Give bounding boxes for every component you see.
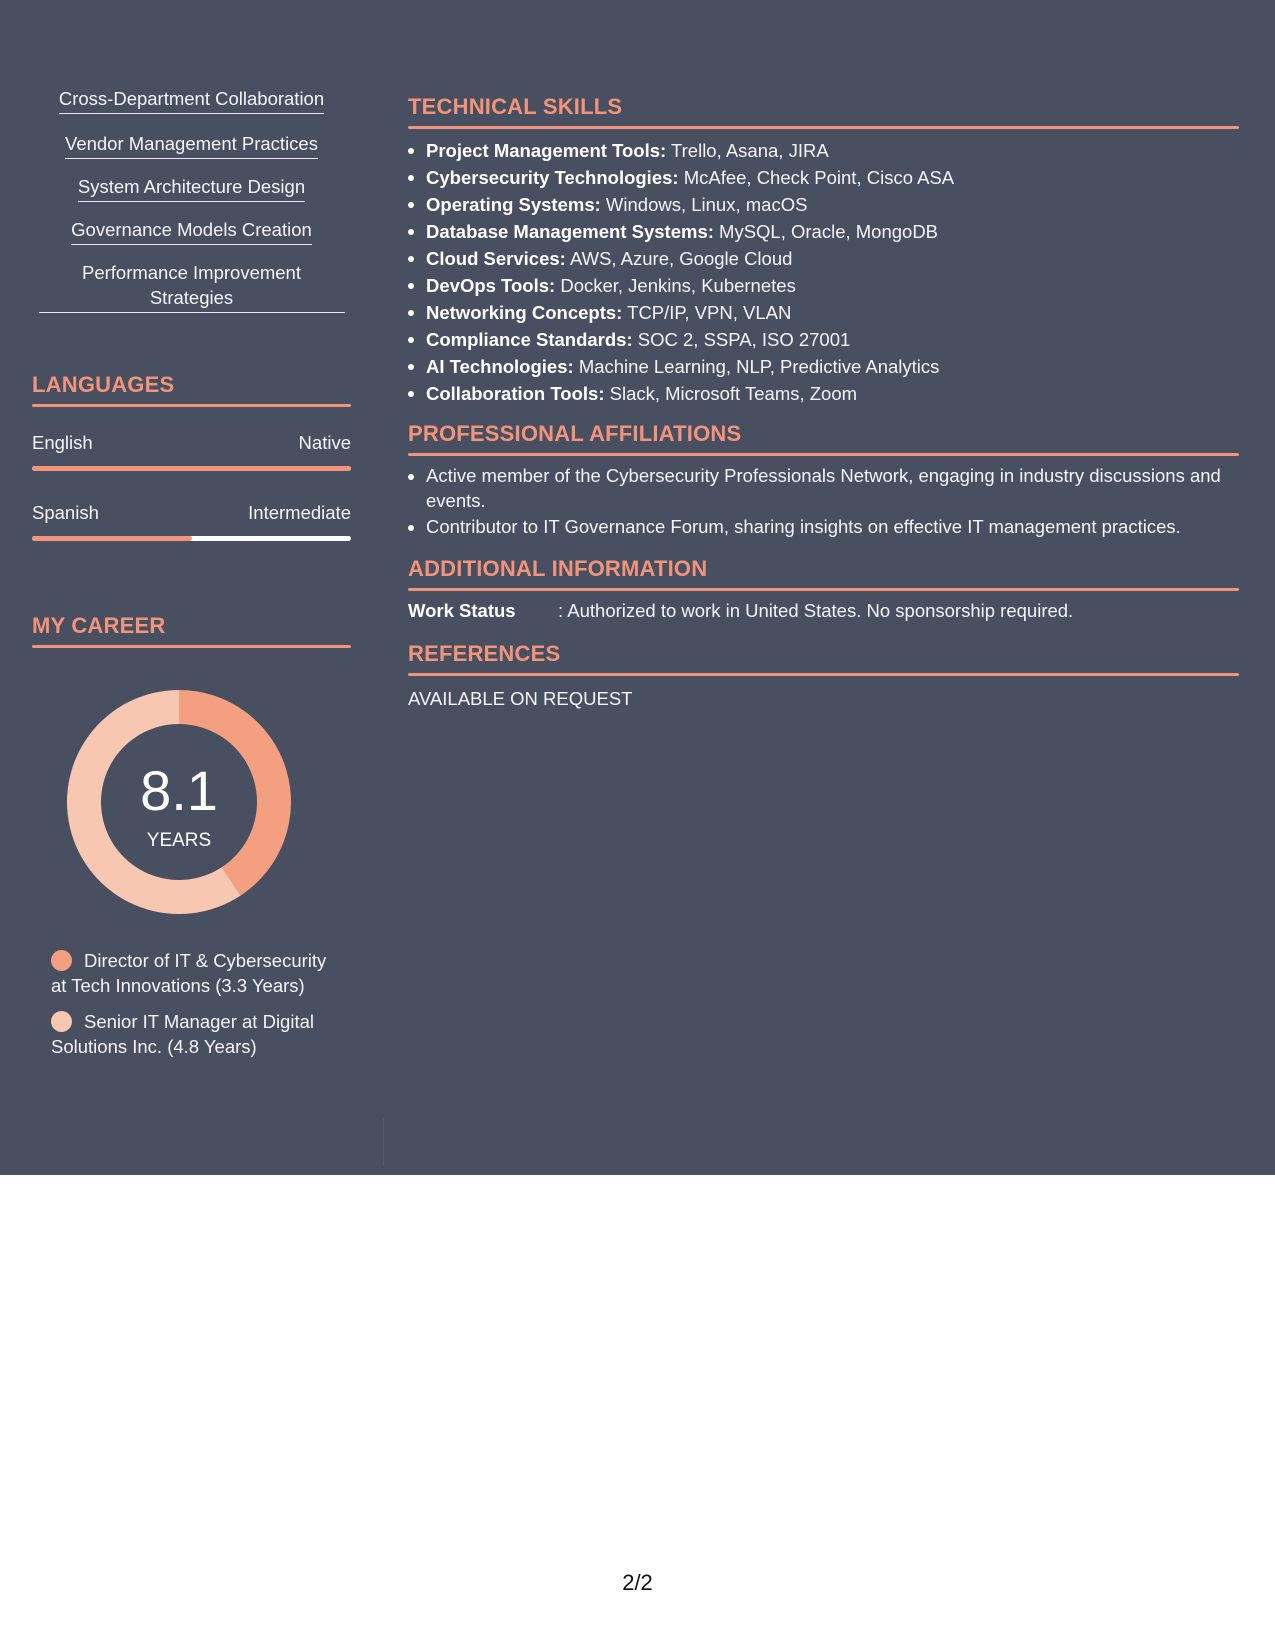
technical-skills-title: TECHNICAL SKILLS bbox=[408, 94, 623, 119]
technical-skills-list bbox=[408, 137, 1239, 407]
career-section bbox=[32, 613, 351, 1057]
affiliations-title: PROFESSIONAL AFFILIATIONS bbox=[408, 421, 742, 446]
career-legend bbox=[51, 949, 341, 1071]
language-proficiency-fill bbox=[32, 466, 351, 471]
language-name: Spanish bbox=[32, 502, 99, 523]
work-status-row bbox=[408, 599, 1239, 623]
languages-title: LANGUAGES bbox=[32, 372, 175, 397]
skill-values: Docker, Jenkins, Kubernetes bbox=[560, 275, 796, 296]
skill-category: Database Management Systems: bbox=[426, 221, 714, 242]
language-proficiency-bar bbox=[32, 536, 351, 541]
list-item: Active member of the Cybersecurity Professionals Network, engaging in industry discussions and events. bbox=[408, 464, 1239, 513]
skill-category: Compliance Standards: bbox=[426, 329, 633, 350]
technical-skills-section bbox=[408, 94, 1239, 407]
skill-values: SOC 2, SSPA, ISO 27001 bbox=[637, 329, 851, 350]
skill-category: Cloud Services: bbox=[426, 248, 566, 269]
language-proficiency-fill bbox=[32, 536, 192, 541]
section-divider bbox=[408, 588, 1239, 591]
skill-tag: Cross-Department Collaboration bbox=[59, 86, 324, 114]
skill-values: Machine Learning, NLP, Predictive Analytics bbox=[578, 356, 940, 377]
skill-category: DevOps Tools: bbox=[426, 275, 556, 296]
work-status-value: : Authorized to work in United States. No sponsorship required. bbox=[558, 600, 1074, 621]
skill-values: Slack, Microsoft Teams, Zoom bbox=[609, 383, 858, 404]
skill-values: Windows, Linux, macOS bbox=[605, 194, 808, 215]
list-item bbox=[408, 272, 1239, 299]
section-divider bbox=[408, 453, 1239, 456]
list-item bbox=[408, 380, 1239, 407]
list-item bbox=[408, 164, 1239, 191]
skill-category: Networking Concepts: bbox=[426, 302, 623, 323]
career-donut-chart bbox=[66, 689, 292, 915]
list-item bbox=[408, 191, 1239, 218]
column-divider bbox=[383, 1118, 384, 1166]
skill-values: AWS, Azure, Google Cloud bbox=[569, 248, 793, 269]
skill-category: Operating Systems: bbox=[426, 194, 601, 215]
section-divider bbox=[32, 645, 351, 648]
legend-label: Director of IT & Cybersecurity at Tech Innovations (3.3 Years) bbox=[51, 950, 327, 996]
legend-dot-icon bbox=[51, 1011, 72, 1032]
legend-item bbox=[51, 1010, 341, 1059]
list-item bbox=[408, 245, 1239, 272]
legend-label: Senior IT Manager at Digital Solutions Inc. (4.8 Years) bbox=[51, 1011, 314, 1057]
references-section bbox=[408, 641, 1239, 711]
career-total-unit: YEARS bbox=[146, 830, 212, 851]
work-status-label: Work Status bbox=[408, 600, 516, 621]
section-divider bbox=[408, 673, 1239, 676]
language-item bbox=[32, 501, 351, 541]
skill-tag-list bbox=[32, 86, 351, 308]
skill-values: TCP/IP, VPN, VLAN bbox=[627, 302, 792, 323]
legend-item bbox=[51, 949, 341, 998]
skill-tag: Performance Improvement Strategies bbox=[39, 260, 345, 313]
languages-section bbox=[32, 372, 351, 541]
legend-dot-icon bbox=[51, 950, 72, 971]
skill-category: AI Technologies: bbox=[426, 356, 574, 377]
section-divider bbox=[32, 404, 351, 407]
section-divider bbox=[408, 126, 1239, 129]
list-item bbox=[408, 218, 1239, 245]
language-name: English bbox=[32, 432, 93, 453]
language-item bbox=[32, 431, 351, 471]
language-level: Intermediate bbox=[248, 502, 351, 523]
list-item bbox=[408, 353, 1239, 380]
skill-tag: System Architecture Design bbox=[78, 174, 305, 202]
career-title: MY CAREER bbox=[32, 613, 166, 638]
additional-info-section bbox=[408, 556, 1239, 623]
affiliations-list bbox=[408, 464, 1239, 540]
skill-values: Trello, Asana, JIRA bbox=[671, 140, 829, 161]
references-text: AVAILABLE ON REQUEST bbox=[408, 688, 633, 709]
career-total-years: 8.1 bbox=[140, 759, 218, 822]
language-level: Native bbox=[298, 432, 351, 453]
list-item: Contributor to IT Governance Forum, sharing insights on effective IT management practices. bbox=[408, 515, 1239, 540]
skill-category: Collaboration Tools: bbox=[426, 383, 605, 404]
skill-tag: Vendor Management Practices bbox=[65, 131, 318, 159]
skill-category: Cybersecurity Technologies: bbox=[426, 167, 679, 188]
skill-tag: Governance Models Creation bbox=[71, 217, 312, 245]
affiliations-section bbox=[408, 421, 1239, 542]
language-proficiency-bar bbox=[32, 466, 351, 471]
list-item bbox=[408, 137, 1239, 164]
skill-category: Project Management Tools: bbox=[426, 140, 667, 161]
skill-values: MySQL, Oracle, MongoDB bbox=[719, 221, 939, 242]
page-number: 2/2 bbox=[622, 1570, 653, 1595]
additional-info-title: ADDITIONAL INFORMATION bbox=[408, 556, 708, 581]
references-title: REFERENCES bbox=[408, 641, 561, 666]
list-item bbox=[408, 299, 1239, 326]
list-item bbox=[408, 326, 1239, 353]
skill-values: McAfee, Check Point, Cisco ASA bbox=[683, 167, 955, 188]
